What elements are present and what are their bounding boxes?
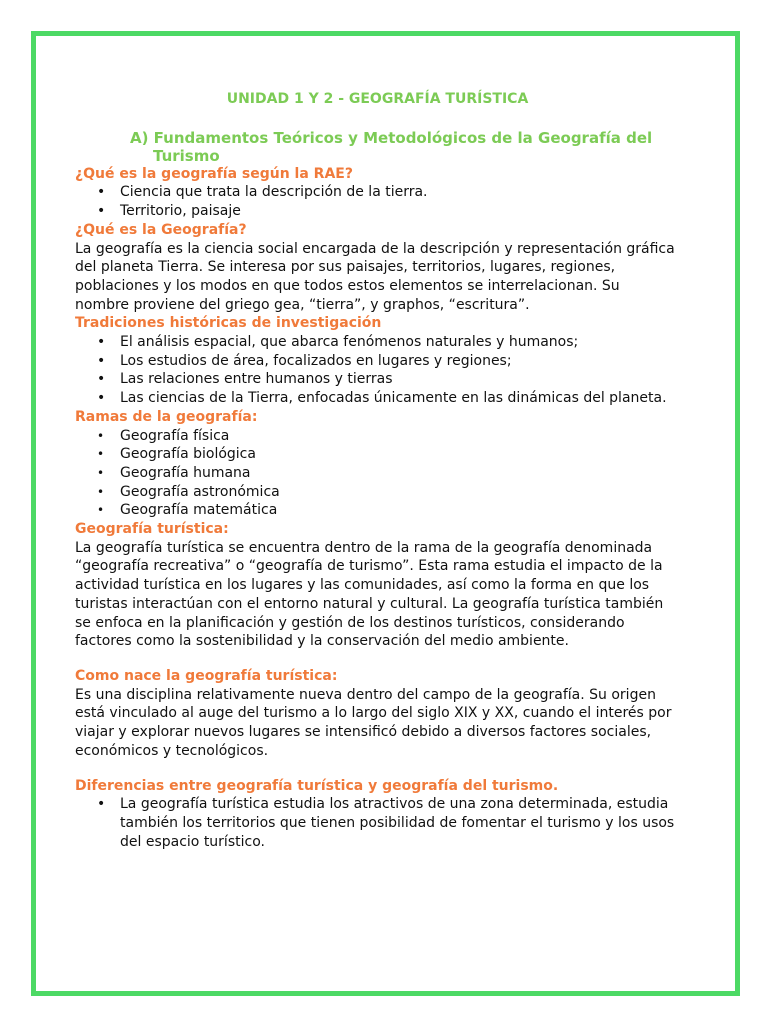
list-item: • Ciencia que trata la descripción de la tierra. xyxy=(75,183,675,202)
rae-list xyxy=(75,183,675,220)
document-subtitle: A) Fundamentos Teóricos y Metodológicos de la Geografía del Turismo xyxy=(130,128,653,165)
diferencias-list xyxy=(75,795,675,851)
list-item: • Geografía física xyxy=(75,427,675,446)
heading-rae: ¿Qué es la geografía según la RAE? xyxy=(75,165,353,182)
paragraph-turistica: La geografía turística se encuentra dentro de la rama de la geografía denominada “geografía recreativa” o “geografía de turismo”. Esta rama estudia el impacto de la actividad turística en los lugares y las comunidades, así como la forma en que los turistas interactúan con el entorno natural y cultural. La geografía turística también se enfoca en la planificación y gestión de los destinos turísticos, considerando factores como la sostenibilidad y la conservación del medio ambiente. xyxy=(75,539,664,650)
heading-turistica: Geografía turística: xyxy=(75,521,229,538)
list-item: • Geografía astronómica xyxy=(75,483,675,502)
list-item: • Geografía humana xyxy=(75,464,675,483)
list-item: • La geografía turística estudia los atractivos de una zona determinada, estudia también los territorios que tienen posibilidad de fomentar el turismo y los usos del espacio turístico. xyxy=(75,795,675,851)
paragraph-geografia: La geografía es la ciencia social encargada de la descripción y representación gráfica del planeta Tierra. Se interesa por sus paisajes, territorios, lugares, regiones, poblaciones y los modos en que todos estos elementos se interrelacionan. Su nombre proviene del griego gea, “tierra”, y graphos, “escritura”. xyxy=(75,240,675,313)
heading-diferencias: Diferencias entre geografía turística y geografía del turismo. xyxy=(75,777,559,794)
paragraph-nace: Es una disciplina relativamente nueva dentro del campo de la geografía. Su origen está vinculado al auge del turismo a lo largo del siglo XIX y XX, cuando el interés por viajar y explorar nuevos lugares se intensificó debido a diversos factores sociales, económicos y tecnológicos. xyxy=(75,686,672,759)
heading-geografia: ¿Qué es la Geografía? xyxy=(75,221,247,238)
heading-tradiciones: Tradiciones históricas de investigación xyxy=(75,315,382,332)
list-item: • Las relaciones entre humanos y tierras xyxy=(75,370,675,389)
document-body xyxy=(75,90,675,851)
tradiciones-list xyxy=(75,333,675,408)
list-item: • Geografía biológica xyxy=(75,445,675,464)
heading-ramas: Ramas de la geografía: xyxy=(75,408,258,425)
heading-nace: Como nace la geografía turística: xyxy=(75,667,338,684)
ramas-list xyxy=(75,427,675,521)
list-item: • Territorio, paisaje xyxy=(75,202,675,221)
list-item: • Las ciencias de la Tierra, enfocadas únicamente en las dinámicas del planeta. xyxy=(75,389,675,408)
document-title: UNIDAD 1 Y 2 - GEOGRAFÍA TURÍSTICA xyxy=(226,91,529,107)
list-item: • Los estudios de área, focalizados en lugares y regiones; xyxy=(75,352,675,371)
list-item: • Geografía matemática xyxy=(75,501,675,520)
list-item: • El análisis espacial, que abarca fenómenos naturales y humanos; xyxy=(75,333,675,352)
